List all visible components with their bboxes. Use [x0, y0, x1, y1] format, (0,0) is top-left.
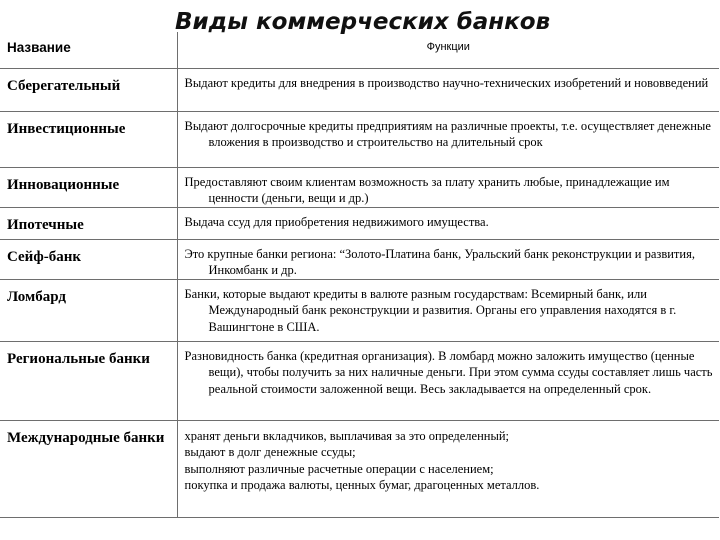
- header-name-cell: [0, 32, 177, 68]
- bank-function: Предоставляют своим клиентам возможность за плату хранить любые, принадлежащие им ценности (деньги, вещи и др.): [184, 174, 670, 205]
- bank-name: Региональные банки: [7, 350, 150, 367]
- table-row: [0, 68, 719, 111]
- bank-function: Выдача ссуд для приобретения недвижимого имущества.: [184, 214, 489, 229]
- bank-function-cell: [177, 68, 719, 111]
- bank-name-cell: [0, 207, 177, 239]
- bank-function-cell: [177, 111, 719, 167]
- bank-function-list: [178, 421, 720, 494]
- table-row: [0, 420, 719, 517]
- bank-name-cell: [0, 167, 177, 207]
- table-row: [0, 279, 719, 341]
- bank-function-cell: [177, 420, 719, 517]
- bank-function: Выдают долгосрочные кредиты предприятиям на различные проекты, т.е. осуществляет денежные вложения в производство и строительство на длительный срок: [184, 118, 711, 149]
- list-item: выдают в долг денежные ссуды;: [184, 445, 356, 459]
- table-row: [0, 239, 719, 279]
- bank-types-table: [0, 32, 719, 518]
- table-row: [0, 207, 719, 239]
- table-row: [0, 167, 719, 207]
- bank-function: Это крупные банки региона: “Золото-Платина банк, Уральский банк реконструкции и развития, Инкомбанк и др.: [184, 246, 695, 277]
- bank-name: Инвестиционные: [7, 120, 126, 137]
- bank-function-cell: [177, 279, 719, 341]
- bank-name-cell: [0, 341, 177, 420]
- bank-name-cell: [0, 420, 177, 517]
- table-row: [0, 111, 719, 167]
- table-row: [0, 341, 719, 420]
- list-item: хранят деньги вкладчиков, выплачивая за это определенный;: [184, 428, 510, 443]
- bank-function: Разновидность банка (кредитная организация). В ломбард можно заложить имущество (ценные вещи), чтобы получить за них наличные деньги. При этом сумма ссуды составляет лишь часть реальной стоимости заложенной вещи. Весь закладывается на определенный срок.: [184, 348, 713, 396]
- bank-name-cell: [0, 239, 177, 279]
- bank-name-cell: [0, 68, 177, 111]
- bank-function: Выдают кредиты для внедрения в производство научно-технических изобретений и нововведений: [184, 75, 709, 90]
- list-item: покупка и продажа валюты, ценных бумаг, драгоценных металлов.: [184, 478, 540, 492]
- page-title: Виды коммерческих банков: [175, 9, 551, 35]
- header-functions-cell: [177, 32, 719, 68]
- bank-function-cell: [177, 207, 719, 239]
- header-name: Название: [7, 40, 71, 55]
- bank-name: Ипотечные: [7, 216, 84, 233]
- list-item: выполняют различные расчетные операции с населением;: [184, 461, 494, 476]
- bank-function-cell: [177, 239, 719, 279]
- bank-name: Инновационные: [7, 176, 120, 193]
- bank-function-cell: [177, 341, 719, 420]
- header-functions: Функции: [426, 41, 470, 53]
- bank-name-cell: [0, 111, 177, 167]
- bank-name-cell: [0, 279, 177, 341]
- bank-name: Сейф-банк: [7, 248, 81, 265]
- bank-name: Сберегательный: [7, 77, 121, 94]
- table-header-row: [0, 32, 719, 68]
- bank-function-cell: [177, 167, 719, 207]
- bank-name: Международные банки: [7, 429, 165, 446]
- bank-name: Ломбард: [7, 288, 66, 305]
- bank-function: Банки, которые выдают кредиты в валюте разным государствам: Всемирный банк, или Международный банк реконструкции и развития. Органы его управления находятся в г. Вашингтоне в США.: [184, 286, 677, 334]
